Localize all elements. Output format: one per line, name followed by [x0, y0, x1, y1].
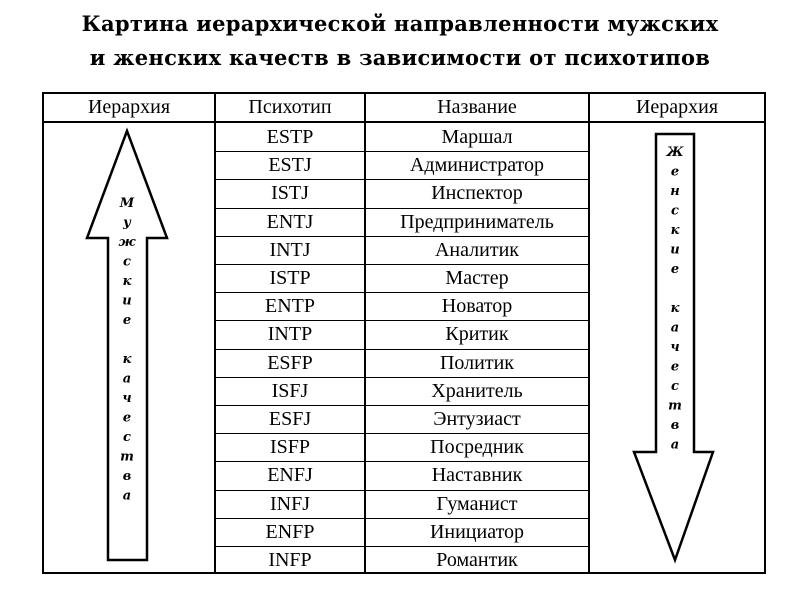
- psychotype-cell: INTP: [267, 323, 313, 345]
- name-cell: Энтузиаст: [433, 408, 521, 430]
- psychotype-cell: ENFP: [265, 521, 315, 543]
- header-name: Название: [437, 96, 517, 118]
- psychotype-cell: ISFJ: [271, 380, 309, 402]
- psychotype-cell: ENFJ: [267, 464, 313, 486]
- psychotype-cell: ISTP: [269, 267, 311, 289]
- name-cell: Инициатор: [429, 521, 525, 543]
- title-line-1: Картина иерархической направленности мужских: [81, 11, 719, 36]
- name-cell: Гуманист: [436, 493, 518, 515]
- name-cell: Маршал: [441, 126, 513, 148]
- psychotype-cell: ISTJ: [271, 182, 309, 204]
- name-cell: Наставник: [431, 464, 523, 486]
- name-cell: Аналитик: [434, 239, 520, 261]
- psychotype-cell: ESTP: [266, 126, 314, 148]
- header-hierarchy-right: Иерархия: [635, 96, 719, 118]
- name-cell: Посредник: [430, 436, 524, 458]
- psychotype-cell: INFP: [268, 549, 312, 571]
- name-cell: Хранитель: [431, 380, 523, 402]
- header-psychotype: Психотип: [248, 96, 332, 118]
- name-cell: Администратор: [409, 154, 545, 176]
- name-cell: Критик: [445, 323, 509, 345]
- psychotype-cell: INFJ: [269, 493, 310, 515]
- header-hierarchy-left: Иерархия: [87, 96, 171, 118]
- psychotype-cell: INTJ: [269, 239, 311, 261]
- female-qualities-label: Ж е н с к и е к а ч е с т в а: [666, 145, 684, 453]
- name-cell: Политик: [439, 352, 515, 374]
- psychotype-cell: ENTP: [265, 295, 315, 317]
- title-line-2: и женских качеств в зависимости от психотипов: [89, 45, 711, 70]
- name-cell: Инспектор: [431, 182, 523, 204]
- psychotype-cell: ESTJ: [268, 154, 312, 176]
- psychotype-cell: ISFP: [269, 436, 311, 458]
- name-cell: Романтик: [436, 549, 518, 571]
- psychotype-cell: ENTJ: [266, 211, 314, 233]
- name-cell: Мастер: [445, 267, 509, 289]
- name-cell: Предприниматель: [400, 211, 554, 233]
- psychotype-cell: ESFJ: [268, 408, 312, 430]
- name-cell: Новатор: [441, 295, 513, 317]
- psychotype-cell: ESFP: [267, 352, 313, 374]
- male-qualities-label: М у ж с к и е к а ч е с т в а: [118, 196, 136, 504]
